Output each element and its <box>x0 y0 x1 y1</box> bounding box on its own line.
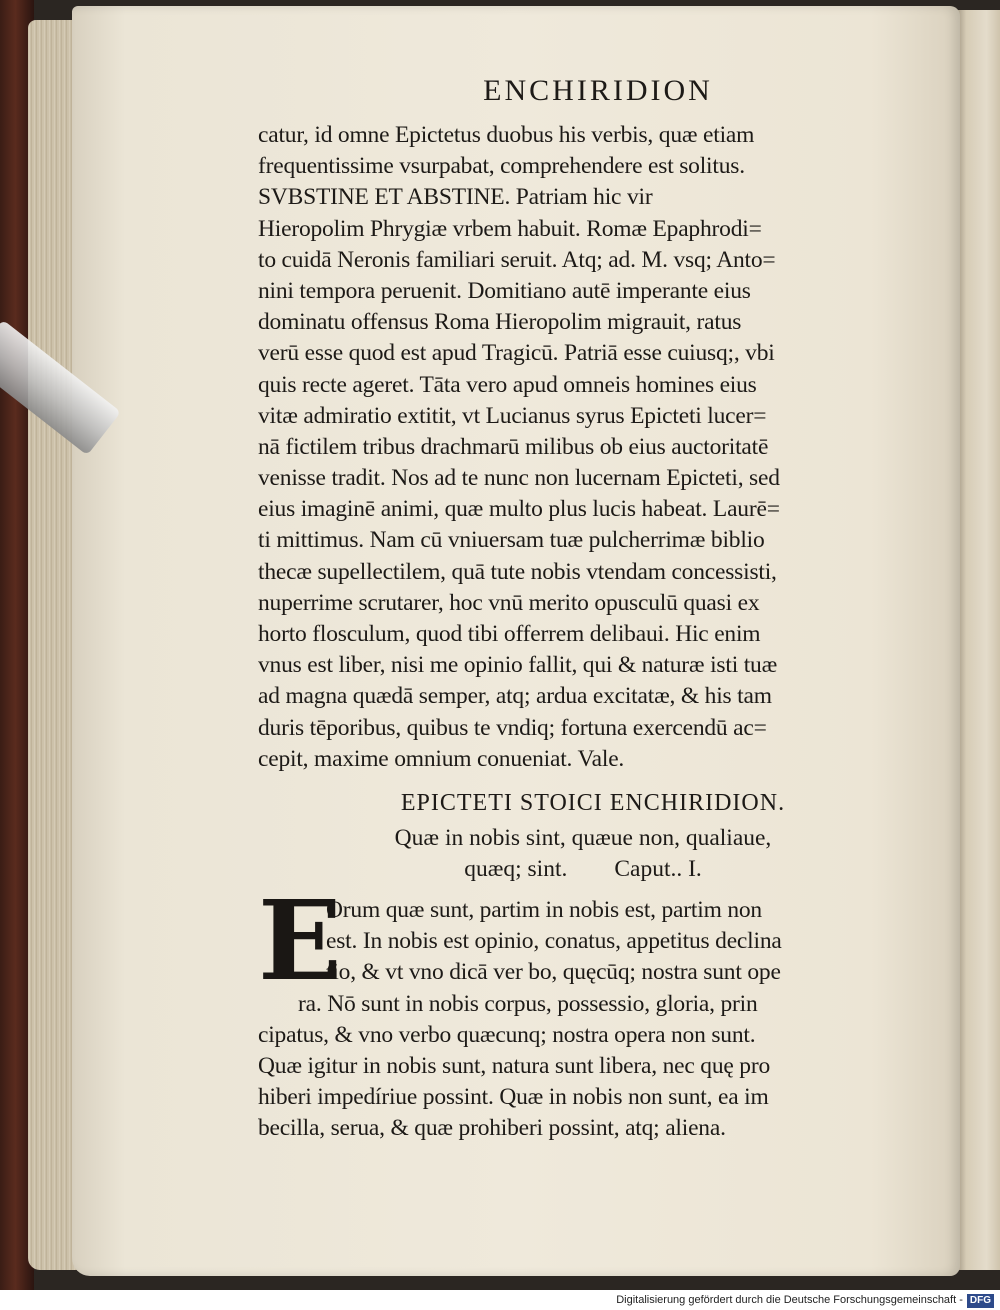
drop-cap-initial: E <box>258 875 342 1005</box>
text-line: cipatus, & vno verbo quæcunq; nostra opera non sunt. <box>258 1021 756 1048</box>
running-head: ENCHIRIDION <box>483 74 713 107</box>
text-line: Quæ igitur in nobis sunt, natura sunt libera, nec quę pro <box>258 1052 771 1079</box>
page-stack-right <box>955 10 1000 1270</box>
text-line: SVBSTINE ET ABSTINE. Patriam hic vir <box>258 184 653 211</box>
chapter-heading-line: Quæ in nobis sint, quæue non, qualiaue, <box>394 824 772 851</box>
text-line: Orum quæ sunt, partim in nobis est, partim non <box>326 896 762 923</box>
text-line: venisse tradit. Nos ad te nunc non lucernam Epicteti, sed <box>258 465 780 492</box>
footer-credit: Digitalisierung gefördert durch die Deutsche Forschungsgemeinschaft - <box>616 1294 963 1306</box>
text-line: to cuidā Neronis familiari seruit. Atq; ad. M. vsq; Anto= <box>258 246 776 273</box>
text-line: catur, id omne Epictetus duobus his verbis, quæ etiam <box>258 122 755 148</box>
text-line: nini tempora peruenit. Domitiano autē imperante eius <box>258 277 751 304</box>
text-line: vitæ admiratio extitit, vt Lucianus syrus Epicteti lucer= <box>258 402 767 429</box>
text-line: quis recte ageret. Tāta vero apud omneis homines eius <box>258 371 757 398</box>
text-line: ra. Nō sunt in nobis corpus, possessio, gloria, prin <box>298 990 758 1017</box>
digitization-footer <box>0 1290 1000 1310</box>
text-line: ad magna quædā semper, atq; ardua excitatæ, & his tam <box>258 683 772 710</box>
dfg-logo: DFG <box>967 1294 994 1308</box>
text-line: dominatu offensus Roma Hieropolim migrauit, ratus <box>258 309 742 336</box>
chapter-heading <box>258 823 898 885</box>
preface-paragraph <box>258 120 898 775</box>
text-line: duris tēporibus, quibus te vndiq; fortuna exercendū ac= <box>258 714 767 741</box>
text-line: Hieropolim Phrygiæ vrbem habuit. Romæ Epaphrodi= <box>258 215 762 242</box>
chapter-paragraph <box>258 875 898 1145</box>
text-line: ti mittimus. Nam cū vniuersam tuæ pulcherrimæ biblio <box>258 527 765 554</box>
section-title: EPICTETI STOICI ENCHIRIDION. <box>400 789 786 816</box>
text-line: thecæ supellectilem, quā tute nobis vtendam concessisti, <box>258 558 777 585</box>
text-line: horto flosculum, quod tibi offerrem delibaui. Hic enim <box>258 621 761 647</box>
chapter-heading-line: quæq; sint. Caput.. I. <box>464 855 702 882</box>
text-line: hiberi impedíriue possint. Quæ in nobis non sunt, ea im <box>258 1084 769 1111</box>
text-line: frequentissime vsurpabat, comprehendere est solitus. <box>258 153 745 180</box>
text-line: vnus est liber, nisi me opinio fallit, qui & naturæ isti tuæ <box>258 652 778 679</box>
text-line: verū esse quod est apud Tragicū. Patriā esse cuiusq;, vbi <box>258 340 775 367</box>
text-line: nā fictilem tribus drachmarū milibus ob eius auctoritatē <box>258 433 769 460</box>
text-line: cepit, maxime omnium conueniat. Vale. <box>258 745 625 772</box>
text-line: nuperrime scrutarer, hoc vnū merito opusculū quasi ex <box>258 589 760 616</box>
page-text <box>258 72 898 1144</box>
text-line: becilla, serua, & quæ prohiberi possint, atq; aliena. <box>258 1115 726 1142</box>
text-line: tio, & vt vno dicā ver bo, quęcūq; nostra sunt ope <box>326 959 781 986</box>
text-line: est. In nobis est opinio, conatus, appetitus declina <box>326 928 782 955</box>
text-line: eius imaginē animi, quæ multo plus lucis habeat. Laurē= <box>258 496 780 523</box>
